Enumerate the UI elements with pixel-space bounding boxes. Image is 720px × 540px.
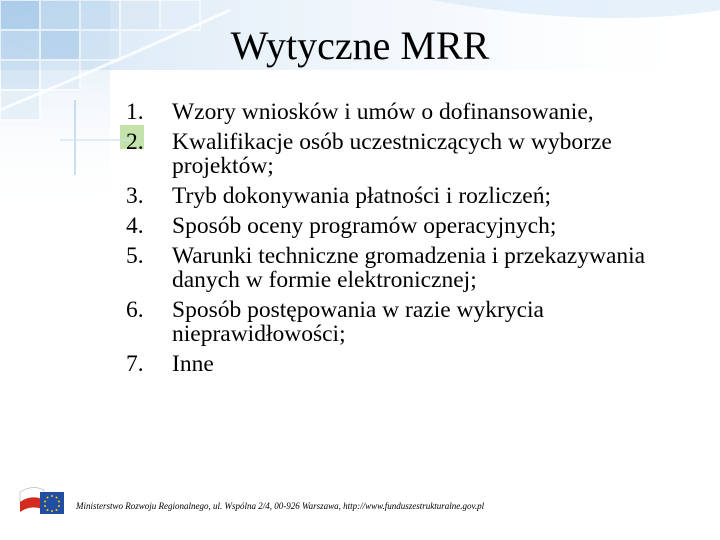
list-item-number: 3. [126,183,144,209]
list-item [126,100,666,124]
list-item-number: 1. [126,99,144,125]
list-item-text: Sposób postępowania w razie wykrycia nieprawidłowości; [172,297,544,347]
list-item [126,214,666,238]
list-item-number: 7. [126,351,144,377]
guidelines-list [126,100,666,382]
list-item [126,130,666,178]
list-item-text: Sposób oceny programów operacyjnych; [172,213,557,239]
eu-flag-logo-icon [18,478,66,522]
footer-address: Ministerstwo Rozwoju Regionalnego, ul. Wspólna 2/4, 00-926 Warszawa, http://www.funduszestrukturalne.gov.pl [76,501,485,511]
list-item-number: 6. [126,297,144,323]
list-item-text: Warunki techniczne gromadzenia i przekazywania danych w formie elektronicznej; [172,243,646,293]
list-item-text: Tryb dokonywania płatności i rozliczeń; [172,183,551,209]
list-item [126,298,666,346]
list-item [126,244,666,292]
list-item [126,352,666,376]
slide-title: Wytyczne MRR [230,23,490,68]
list-item-number: 4. [126,213,144,239]
list-item [126,184,666,208]
list-item-text: Wzory wniosków i umów o dofinansowanie, [172,99,594,125]
list-item-text: Kwalifikacje osób uczestniczących w wyborze projektów; [172,129,612,179]
list-item-number: 5. [126,243,144,269]
list-item-number: 2. [126,129,144,155]
list-item-text: Inne [172,351,214,377]
